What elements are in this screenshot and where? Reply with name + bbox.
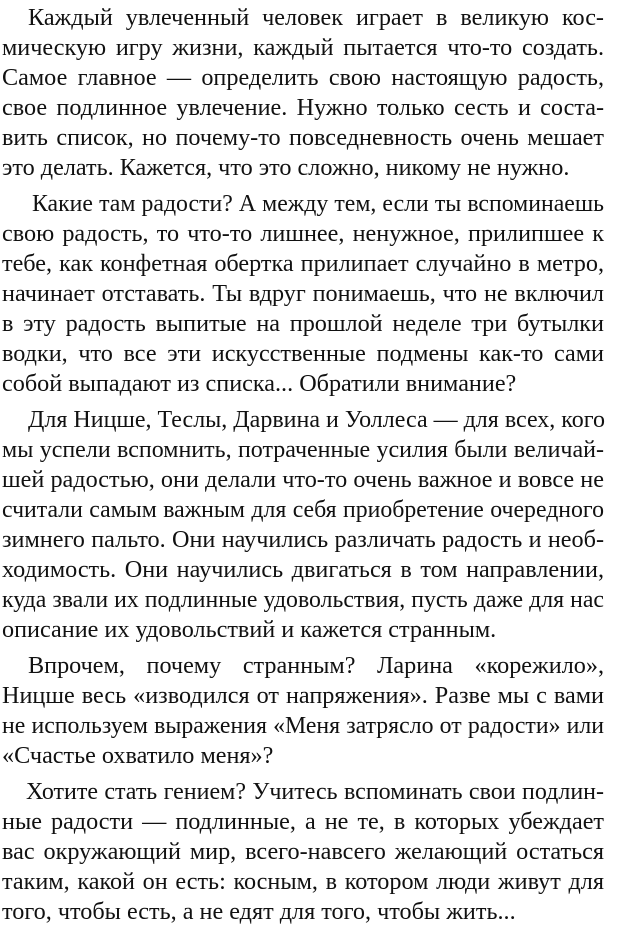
text-line: куда звали их подлинные удовольствия, пусть даже для нас [2, 587, 604, 613]
text-line: вас окружающий мир, всего-навсего желающий остаться [2, 838, 604, 865]
text-line: водки, что все эти искусственные подмены как-то сами [2, 340, 604, 367]
text-line: Для Ницше, Теслы, Дарвина и Уоллеса — для всех, кого [28, 407, 605, 433]
text-line: Каждый увлеченный человек играет в великую кос- [28, 4, 604, 31]
text-line: «Счастье охватило меня»? [2, 742, 274, 769]
text-line: Ницше весь «изводился от напряжения». Разве мы с вами [2, 682, 604, 709]
text-line: мическую игру жизни, каждый пытается что-то создать. [2, 34, 604, 61]
text-line: в эту радость выпитые на прошлой неделе три бутылки [2, 310, 604, 337]
text-line: собой выпадают из списка... Обратили внимание? [2, 370, 517, 397]
text-line: шей радостью, они делали что-то очень важное и вовсе не [2, 466, 604, 493]
text-line: описание их удовольствий и кажется странным. [2, 616, 497, 643]
text-line: ные радости — подлинные, а не те, в которых убеждает [2, 808, 604, 835]
text-line: таким, какой он есть: косным, в котором люди живут для [2, 868, 604, 895]
text-line: Самое главное — определить свою настоящую радость, [2, 64, 604, 91]
text-line: Хотите стать гением? Учитесь вспоминать свои подлин- [26, 779, 604, 805]
text-line: тебе, как конфетная обертка прилипает случайно в метро, [2, 250, 604, 277]
text-line: мы успели вспомнить, потраченные усилия были величай- [2, 437, 604, 463]
text-line: зимнего пальто. Они научились различать радость и необ- [2, 526, 604, 553]
text-line: считали самым важным для себя приобретение очередного [2, 497, 604, 523]
text-line: ходимость. Они научились двигаться в том направлении, [2, 556, 604, 583]
text-line: начинает отставать. Ты вдруг понимаешь, что не включил [2, 280, 604, 307]
text-line: это делать. Кажется, что это сложно, никому не нужно. [2, 154, 570, 181]
text-line: свое подлинное увлечение. Нужно только сесть и соста- [2, 94, 604, 121]
text-line: не используем выражения «Меня затрясло от радости» или [2, 713, 604, 739]
text-line: Впрочем, почему странным? Ларина «корежило», [28, 652, 604, 679]
text-line: вить список, но почему-то повседневность очень мешает [2, 124, 604, 151]
text-line: того, чтобы есть, а не едят для того, чтобы жить... [2, 898, 516, 925]
text-line: свою радость, то что-то лишнее, ненужное, прилипшее к [2, 220, 604, 247]
text-line: Какие там радости? А между тем, если ты вспоминаешь [32, 191, 604, 217]
